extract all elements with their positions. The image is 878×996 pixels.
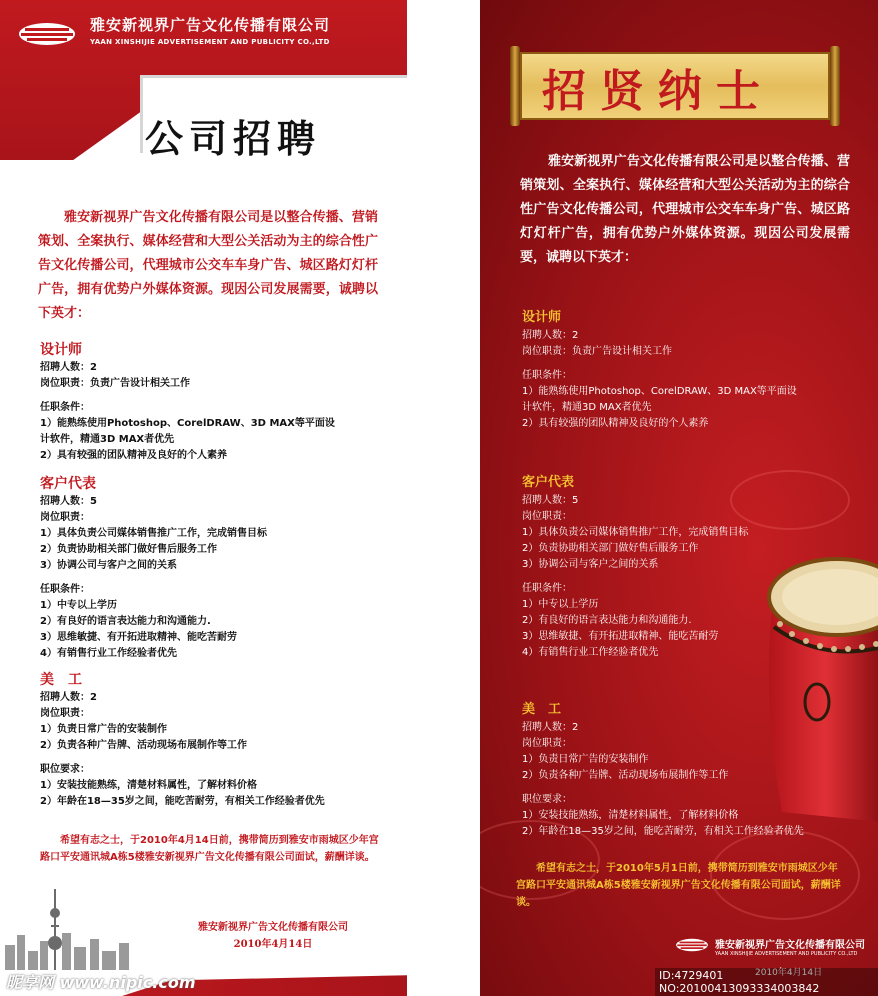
job-line: 2）具有较强的团队精神及良好的个人素养 [522, 418, 709, 429]
job-line: 岗位职责：负责广告设计相关工作 [522, 346, 672, 357]
signature-company-en: YAAN XINSHIJIE ADVERTISEMENT AND PUBLICITY CO.,LTD [715, 951, 858, 957]
job-line: 岗位职责：负责广告设计相关工作 [40, 378, 190, 389]
job-line: 1）具体负责公司媒体销售推广工作，完成销售目标 [40, 528, 267, 539]
job-line: 岗位职责： [40, 708, 90, 719]
drum-icon [762, 552, 878, 852]
job-line: 1）具体负责公司媒体销售推广工作，完成销售目标 [522, 527, 749, 538]
right-poster [480, 0, 878, 996]
image-id-label: ID:4729401 NO:20100413093334003842 [655, 968, 878, 996]
job-section-artisan [40, 672, 325, 810]
job-line: 招聘人数：2 [40, 692, 97, 703]
job-line: 1）安装技能熟练，清楚材料属性，了解材料价格 [40, 780, 257, 791]
company-name-cn: 雅安新视界广告文化传播有限公司 [90, 16, 331, 34]
job-section-designer [522, 310, 797, 432]
job-line: 1）能熟练使用Photoshop、CorelDRAW、3D MAX等平面设 [40, 418, 335, 429]
job-line: 1）中专以上学历 [522, 599, 599, 610]
application-note: 希望有志之士，于2010年5月1日前，携带简历到雅安市雨城区少年宫路口平安通讯城A栋5楼雅安新视界广告文化传播有限公司面试，薪酬详谈。 [516, 863, 841, 908]
page-title: 招贤纳士 [542, 66, 774, 117]
job-line: 招聘人数：2 [522, 722, 579, 733]
job-line: 3）协调公司与客户之间的关系 [40, 560, 177, 571]
watermark: 昵享网 www.nipic.com [6, 973, 196, 992]
job-line: 2）负责协助相关部门做好售后服务工作 [522, 543, 699, 554]
left-poster [0, 0, 407, 996]
job-section-account-rep [40, 476, 267, 662]
job-line: 2）负责协助相关部门做好售后服务工作 [40, 544, 217, 555]
job-line: 2）年龄在18—35岁之间，能吃苦耐劳，有相关工作经验者优先 [40, 796, 325, 807]
job-line: 1）负责日常广告的安装制作 [522, 754, 649, 765]
job-line: 1）负责日常广告的安装制作 [40, 724, 167, 735]
job-line: 计软件，精通3D MAX者优先 [522, 402, 652, 413]
job-line: 1）中专以上学历 [40, 600, 117, 611]
job-line: 2）具有较强的团队精神及良好的个人素养 [40, 450, 227, 461]
job-line: 岗位职责： [522, 511, 572, 522]
job-heading: 客户代表 [40, 476, 96, 492]
job-line: 2）负责各种广告牌、活动现场布展制作等工作 [522, 770, 729, 781]
job-line: 3）协调公司与客户之间的关系 [522, 559, 659, 570]
job-line: 4）有销售行业工作经验者优先 [40, 648, 177, 659]
job-line: 计软件，精通3D MAX者优先 [40, 434, 175, 445]
job-section-designer [40, 342, 335, 464]
job-heading: 设计师 [40, 342, 82, 358]
job-line: 任职条件： [40, 584, 90, 595]
company-intro: 雅安新视界广告文化传播有限公司是以整合传播、营销策划、全案执行、媒体经营和大型公关活动为主的综合性广告文化传播公司，代理城市公交车车身广告、城区路灯灯杆广告，拥有优势户外媒体资源。现因公司发展需要，诚聘以下英才： [520, 154, 850, 265]
city-skyline-icon [0, 885, 140, 981]
job-line: 2）负责各种广告牌、活动现场布展制作等工作 [40, 740, 247, 751]
job-line: 招聘人数：2 [40, 362, 97, 373]
job-line: 1）能熟练使用Photoshop、CorelDRAW、3D MAX等平面设 [522, 386, 797, 397]
signature-company: 雅安新视界广告文化传播有限公司 [715, 940, 865, 951]
job-heading: 设计师 [522, 310, 562, 325]
job-line: 任职条件： [40, 402, 90, 413]
job-section-account-rep [522, 475, 748, 661]
job-line: 1）安装技能熟练，清楚材料属性，了解材料价格 [522, 810, 739, 821]
job-line: 4）有销售行业工作经验者优先 [522, 647, 659, 658]
job-line: 招聘人数：2 [522, 330, 579, 341]
signature-block [198, 919, 348, 953]
company-logo-icon [17, 22, 77, 46]
company-logo-icon [675, 938, 709, 952]
job-line: 招聘人数：5 [40, 496, 97, 507]
company-intro: 雅安新视界广告文化传播有限公司是以整合传播、营销策划、全案执行、媒体经营和大型公关活动为主的综合性广告文化传播公司，代理城市公交车车身广告、城区路灯灯杆广告，拥有优势户外媒体资源。现因公司发展需要，诚聘以下英才： [38, 210, 378, 321]
job-line: 3）思维敏捷、有开拓进取精神、能吃苦耐劳 [40, 632, 237, 643]
company-name-en: YAAN XINSHIJIE ADVERTISEMENT AND PUBLICITY CO.,LTD [90, 38, 330, 46]
job-line: 岗位职责： [40, 512, 90, 523]
job-heading: 美 工 [40, 672, 82, 688]
job-line: 任职条件： [522, 583, 572, 594]
job-line: 岗位职责： [522, 738, 572, 749]
job-line: 2）有良好的语言表达能力和沟通能力. [522, 615, 692, 626]
job-line: 职位要求： [40, 764, 90, 775]
job-line: 3）思维敏捷、有开拓进取精神、能吃苦耐劳 [522, 631, 719, 642]
job-line: 2）有良好的语言表达能力和沟通能力. [40, 616, 211, 627]
job-heading: 美 工 [522, 702, 562, 717]
signature-date: 2010年4月14日 [233, 939, 313, 950]
job-line: 职位要求： [522, 794, 572, 805]
signature-date: 2010年4月14日 [755, 968, 823, 978]
job-line: 招聘人数：5 [522, 495, 579, 506]
signature-company: 雅安新视界广告文化传播有限公司 [198, 922, 348, 933]
job-heading: 客户代表 [522, 475, 575, 490]
job-line: 任职条件： [522, 370, 572, 381]
application-note: 希望有志之士，于2010年4月14日前，携带简历到雅安市雨城区少年宫路口平安通讯城A栋5楼雅安新视界广告文化传播有限公司面试，薪酬详谈。 [40, 835, 379, 863]
job-line: 2）年龄在18—35岁之间，能吃苦耐劳，有相关工作经验者优先 [522, 826, 804, 837]
page-title: 公司招聘 [145, 116, 322, 161]
